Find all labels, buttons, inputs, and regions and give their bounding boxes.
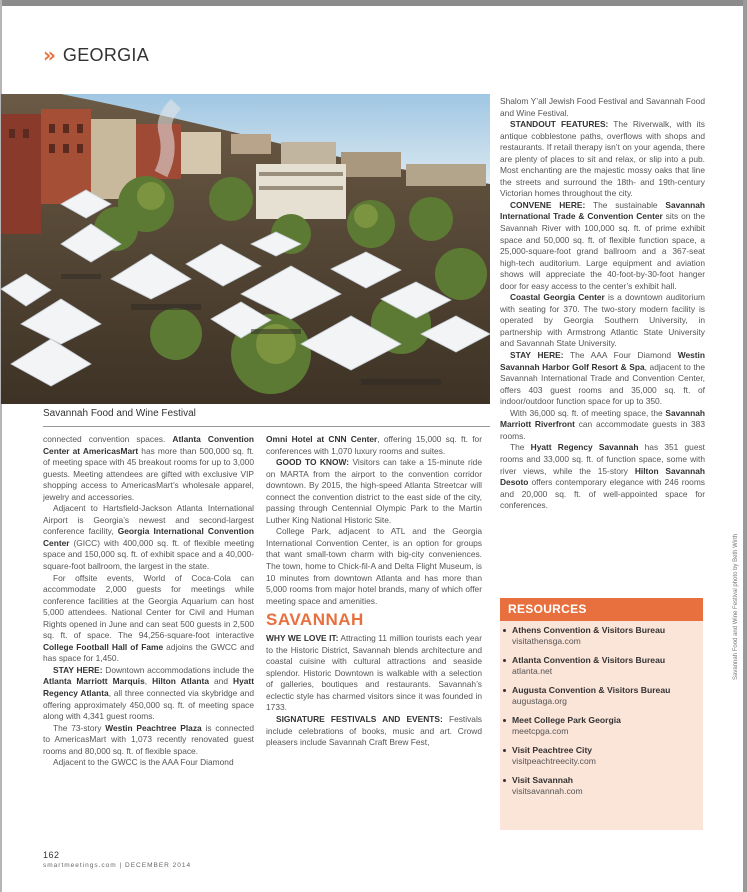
page-number: 162 [43,850,60,860]
column-2-top [266,434,482,607]
section-header [43,44,149,66]
paragraph: Adjacent to the GWCC is the AAA Four Diamond [53,757,234,768]
resource-url[interactable]: meetcpga.com [512,726,569,736]
resource-item [500,655,703,677]
festival-photo [1,94,490,404]
paragraph: CONVENE HERE: The sustainable Savannah International Trade & Convention Center sits on the Savannah River with 100,000 sq. ft. of prime exhibit space and 50,000 sq. ft. of flexible function space, a 25,000-square-foot grand ballroom and a 367-seat high-tech auditorium. Large equipment and aviation shows will appreciate the 40-foot-by-30-foot hanger door for easy access to the center’s exhibit hall. [500,199,705,291]
resource-url[interactable]: visitpeachtreecity.com [512,756,596,766]
section-title: GEORGIA [62,44,150,65]
resource-name: Meet College Park Georgia [512,715,621,725]
savannah-heading: SAVANNAH [266,610,364,630]
paragraph: Shalom Y’all Jewish Food Festival and Savannah Food and Wine Festival. [500,96,705,118]
paragraph: connected convention spaces. Atlanta Convention Center at AmericasMart has more than 500,000 sq. ft. of meeting space with 45 breakout rooms for up to 3,000 guests. Meeting attendees are gifted with exclusive VIP shopping access to AmericasMart’s wholesale apparel, jewelry and accessories. [43,434,254,502]
resource-name: Atlanta Convention & Visitors Bureau [512,655,666,665]
bullet-icon [503,749,506,752]
paragraph: For offsite events, World of Coca-Cola can accommodate 2,000 guests for meetings while conference facilities at the Georgia Aquarium can host 5,000 attendees. National Center for Civil and Human Rights opened in June and can seat 500 guests in 2,500 sq. ft. of space. The 94,256-square-foot interactive College Football Hall of Fame adjoins the GWCC and has space for 1,450. [43,572,254,664]
resources-title: RESOURCES [500,598,703,621]
paragraph: Adjacent to Hartsfield-Jackson Atlanta International Airport is Georgia’s newest and second-largest conference facility, Georgia International Convention Center (GICC) with 400,000 sq. ft. of flexible meeting space and 150,000 sq. ft. of exhibit space and a 40,000-square-foot ballroom, the largest in the state. [43,503,254,572]
column-2 [266,434,482,749]
photo-credit: Savannah Food and Wine Festival photo by Beth Wirth [733,533,739,680]
resource-name: Augusta Convention & Visitors Bureau [512,685,671,695]
column-3 [500,96,705,512]
paragraph: The 73-story Westin Peachtree Plaza is connected to AmericasMart with 1,073 recently renovated guest rooms and 80,000 sq. ft. of flexible space. [43,722,254,756]
resource-item [500,715,703,737]
bullet-icon [503,719,506,722]
footer-line: smartmeetings.com | DECEMBER 2014 [43,862,192,869]
resource-item [500,685,703,707]
paragraph: The Hyatt Regency Savannah has 351 guest rooms and 33,000 sq. ft. of function space, some with river views, while the 15-story Hilton Savannah Desoto offers contemporary elegance with 246 rooms and 20,000 sq. ft. of well-appointed space for conferences. [500,442,705,511]
paragraph: SIGNATURE FESTIVALS AND EVENTS: Festivals include celebrations of books, music and art. Crowd pleasers include Savannah Craft Brew Fest, [266,714,482,748]
resources-box [500,598,703,830]
bullet-icon [503,779,506,782]
resource-name: Visit Peachtree City [512,745,593,755]
chevron-double-icon: » [43,43,53,67]
paragraph: STAY HERE: Downtown accommodations include the Atlanta Marriott Marquis, Hilton Atlanta and Hyatt Regency Atlanta, all three connected via skybridge and offering approximately 450,000 sq. ft. of meeting space along with 4,341 guest rooms. [43,664,255,722]
paragraph: GOOD TO KNOW: Visitors can take a 15-minute ride on MARTA from the airport to the convention corridor downtown. By 2015, the high-speed Atlanta Streetcar will connect the convention district to the east side of the city, passing through Centennial Olympic Park to the Martin Luther King National Historic Site. [266,457,482,525]
top-border [0,0,747,6]
bullet-icon [503,689,506,692]
resources-list [500,621,703,797]
photo-caption: Savannah Food and Wine Festival [43,408,196,419]
paragraph: STAY HERE: The AAA Four Diamond Westin Savannah Harbor Golf Resort & Spa, adjacent to the Savannah International Trade and Convention Center, offers 403 guest rooms and 35,000 sq. ft. of indoor/outdoor function space for up to 350. [500,350,705,407]
column-2-bottom [266,633,482,748]
paragraph: With 36,000 sq. ft. of meeting space, the Savannah Marriott Riverfront can accommodate guests in 383 rooms. [500,407,705,441]
resource-url[interactable]: augustaga.org [512,696,567,706]
bullet-icon [503,629,506,632]
resource-url[interactable]: atlanta.net [512,666,553,676]
resource-item [500,775,703,797]
paragraph: Coastal Georgia Center is a downtown auditorium with seating for 370. The two-story modern facility is operated by Georgia Southern University, in partnership with Armstrong Atlantic State University and Savannah State University. [500,292,705,349]
resource-url[interactable]: visitathensga.com [512,636,581,646]
paragraph: STANDOUT FEATURES: The Riverwalk, with its antique cobblestone paths, overflows with shops and restaurants. If retail therapy isn’t on your agenda, there are plenty of places to sit and relax, or slip into a pub. Most enchanting are the majestic mossy oaks that line the streets and surround the 18th- and 19th-century Victorian homes throughout the city. [500,119,705,199]
paragraph: WHY WE LOVE IT: Attracting 11 million tourists each year to the Historic District, Savannah blends architecture and coastal cuisine with cultural attractions and seaside splendor. Historic Downtown is walkable with a selection of galleries, boutiques and restaurants. Savannah’s eclectic style has charmed visitors since it was founded in 1733. [266,633,482,713]
resource-item [500,745,703,767]
right-edge [743,0,747,892]
bullet-icon [503,659,506,662]
resource-name: Athens Convention & Visitors Bureau [512,625,666,635]
resource-name: Visit Savannah [512,775,573,785]
column-1 [43,434,254,769]
resource-item [500,625,703,647]
resource-url[interactable]: visitsavannah.com [512,786,583,796]
paragraph: College Park, adjacent to ATL and the Georgia International Convention Center, is an option for groups that want small-town charm with big-city conveniences. The town, home to Chick-fil-A and Delta Flight Museum, is 10 minutes from downtown Atlanta and has more than 5,000 rooms from major hotel brands, many of which offer meeting space and amenities. [266,526,482,606]
paragraph: Omni Hotel at CNN Center, offering 15,000 sq. ft. for conferences with 1,070 luxury rooms and suites. [266,434,482,456]
caption-divider [43,426,490,427]
